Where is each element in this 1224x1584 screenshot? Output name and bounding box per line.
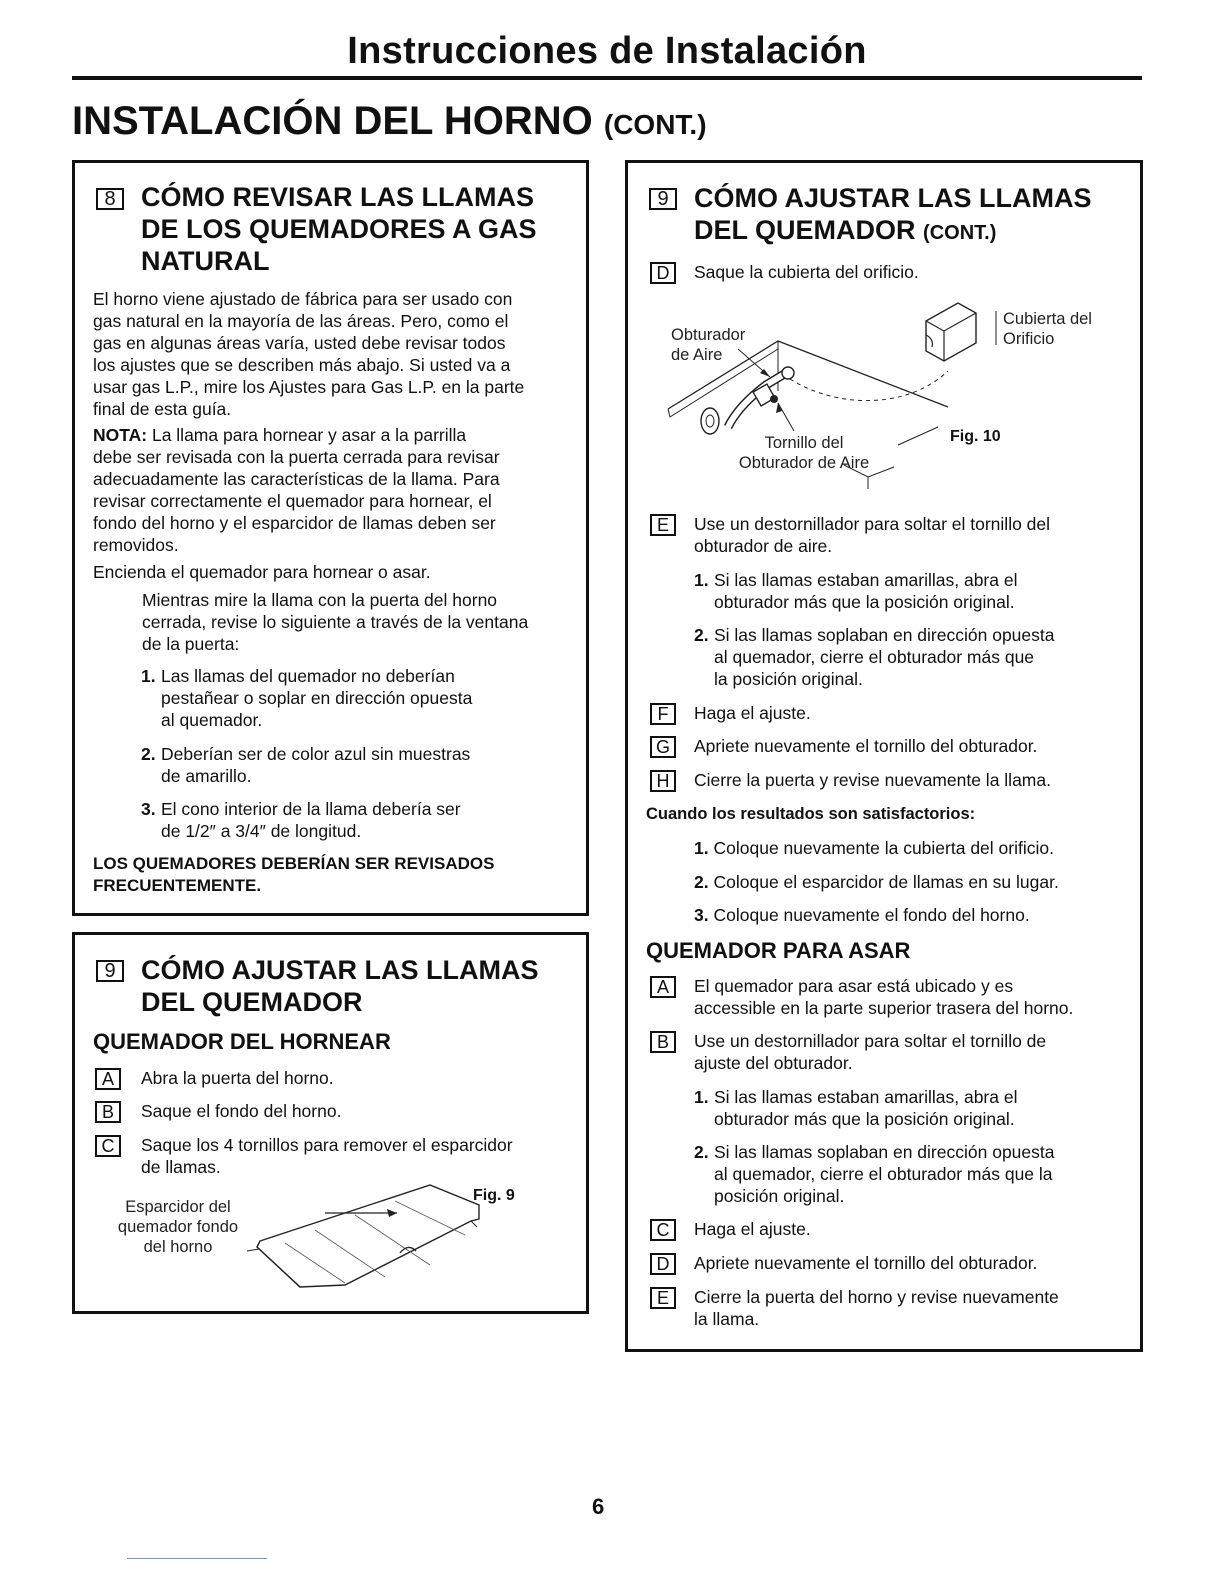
text-line: FRECUENTEMENTE.: [93, 876, 262, 895]
text-line: adecuadamente las características de la llama. Para: [93, 469, 500, 489]
text-line: Cierre la puerta del horno y revise nuevamente: [694, 1287, 1059, 1307]
text-line: de amarillo.: [161, 766, 252, 786]
step-g-text: Apriete nuevamente el tornillo del obturador.: [694, 736, 1038, 756]
step-8-nota: [93, 424, 500, 556]
broil-item-2: [694, 1141, 1114, 1207]
text-line: al quemador, cierre el obturador más que: [714, 647, 1035, 667]
text-line: obturador más que la posición original.: [714, 592, 1015, 612]
text-line: removidos.: [93, 535, 179, 555]
fig-10-label: Fig. 10: [950, 428, 1001, 445]
text-line: gas natural en la mayoría de las áreas. Pero, como el: [93, 311, 509, 331]
step-f-key: F: [650, 703, 676, 725]
text-line: Las llamas del quemador no deberían: [161, 666, 455, 686]
step-8-warning: [93, 853, 494, 897]
text-line: Tornillo del: [764, 434, 844, 452]
text-line: Saque los 4 tornillos para remover el esparcidor: [141, 1135, 513, 1155]
step-8-title: [141, 181, 537, 277]
broil-key-d: D: [650, 1253, 676, 1275]
text-line: debe ser revisada con la puerta cerrada para revisar: [93, 447, 500, 467]
step-9-key-a: A: [95, 1068, 121, 1090]
section-title-text: INSTALACIÓN DEL HORNO: [72, 99, 593, 143]
text-line: de la puerta:: [142, 634, 240, 654]
step-e-key: E: [650, 514, 676, 536]
text-line: LOS QUEMADORES DEBERÍAN SER REVISADOS: [93, 854, 495, 873]
text-line: Coloque el esparcidor de llamas en su lugar.: [713, 872, 1059, 892]
text-line: al quemador.: [161, 710, 263, 730]
item-number: 1.: [694, 1087, 709, 1107]
text-line: la llama.: [694, 1309, 760, 1329]
text-line: los ajustes que se describen más abajo. Si usted va a: [93, 355, 511, 375]
step-9-cont-suffix: (CONT.): [923, 222, 997, 244]
step-9-number: 9: [96, 960, 124, 982]
text-line: Orificio: [1003, 330, 1055, 348]
text-line: El quemador para asar está ubicado y es: [694, 976, 1014, 996]
item-number: 2.: [141, 744, 156, 764]
step-d-key: D: [650, 262, 676, 284]
step-8-title-line: NATURAL: [141, 246, 270, 276]
step-f-text: Haga el ajuste.: [694, 703, 811, 723]
step-e-text: [694, 513, 1050, 557]
section-title: [72, 96, 707, 150]
text-line: Obturador: [671, 326, 746, 344]
satisfactory-heading: Cuando los resultados son satisfactorios:: [646, 805, 976, 823]
text-line: Si las llamas soplaban en dirección opuesta: [714, 1142, 1055, 1162]
text-line: al quemador, cierre el obturador más que la: [714, 1164, 1053, 1184]
final-item-3: [694, 904, 1030, 926]
step-d-text: Saque la cubierta del orificio.: [694, 262, 919, 282]
header-rule: [72, 76, 1142, 80]
step-h-key: H: [650, 770, 676, 792]
broil-key-e: E: [650, 1287, 676, 1309]
text-line: cerrada, revise lo siguiente a través de la ventana: [142, 612, 529, 632]
step-9-key-c: C: [95, 1135, 121, 1157]
item-number: 1.: [694, 838, 709, 858]
step-9-cont-title-line: DEL QUEMADOR: [694, 215, 916, 245]
text-line: obturador de aire.: [694, 536, 833, 556]
text-line: de Aire: [671, 346, 723, 364]
broil-c-text: Haga el ajuste.: [694, 1219, 811, 1239]
step-9-cont-title: [694, 182, 1092, 249]
text-line: obturador más que la posición original.: [714, 1109, 1015, 1129]
text-line: Deberían ser de color azul sin muestras: [161, 744, 471, 764]
step-8-watch: [142, 589, 528, 655]
step-9-title: [141, 954, 539, 1018]
item-number: 2.: [694, 872, 709, 892]
section-title-cont: (CONT.): [603, 109, 707, 140]
step-8-item-2: [141, 743, 571, 787]
step-8-box: [72, 160, 589, 916]
air-shutter-illustration: [658, 299, 1008, 499]
step-e-item-1: [694, 569, 1114, 613]
text-line: El cono interior de la llama debería ser: [161, 799, 461, 819]
text-line: posición original.: [714, 1186, 845, 1206]
step-9-cont-title-line: CÓMO AJUSTAR LAS LLAMAS: [694, 183, 1092, 213]
flame-spreader-illustration: [225, 1175, 485, 1295]
text-line: Esparcidor del: [125, 1198, 231, 1216]
step-8-title-line: DE LOS QUEMADORES A GAS: [141, 214, 537, 244]
step-9-b-text: Saque el fondo del horno.: [141, 1101, 342, 1121]
text-line: ajuste del obturador.: [694, 1053, 853, 1073]
page-title: Instrucciones de Instalación: [347, 30, 867, 72]
step-8-title-line: CÓMO REVISAR LAS LLAMAS: [141, 182, 535, 212]
item-number: 2.: [694, 625, 709, 645]
broil-burner-title: QUEMADOR PARA ASAR: [646, 938, 911, 963]
broil-b-text: [694, 1030, 1046, 1074]
final-item-2: [694, 871, 1059, 893]
fig-9-label: Fig. 9: [473, 1187, 515, 1204]
broil-a-text: [694, 975, 1073, 1019]
broil-e-text: [694, 1286, 1059, 1330]
bake-burner-subtitle: QUEMADOR DEL HORNEAR: [93, 1029, 391, 1054]
text-line: Use un destornillador para soltar el tornillo de: [694, 1031, 1047, 1051]
text-line: la posición original.: [714, 669, 863, 689]
text-line: usar gas L.P., mire los Ajustes para Gas L.P. en la parte: [93, 377, 525, 397]
page-number: 6: [592, 1494, 605, 1519]
text-line: final de esta guía.: [93, 399, 232, 419]
text-line: Si las llamas estaban amarillas, abra el: [714, 570, 1018, 590]
text-line: Coloque nuevamente el fondo del horno.: [713, 905, 1030, 925]
broil-d-text: Apriete nuevamente el tornillo del obturador.: [694, 1253, 1038, 1273]
broil-key-c: C: [650, 1219, 676, 1241]
step-h-text: Cierre la puerta y revise nuevamente la llama.: [694, 770, 1051, 790]
text-line: El horno viene ajustado de fábrica para ser usado con: [93, 289, 513, 309]
step-9-cont-number: 9: [649, 188, 677, 210]
step-8-intro: [93, 288, 524, 420]
step-9-c-text: [141, 1134, 513, 1178]
page-header: [72, 28, 1142, 74]
text-line: Coloque nuevamente la cubierta del orificio.: [713, 838, 1054, 858]
item-number: 2.: [694, 1142, 709, 1162]
step-9-key-b: B: [95, 1101, 121, 1123]
item-number: 3.: [141, 799, 156, 819]
broil-item-1: [694, 1086, 1114, 1130]
item-number: 1.: [694, 570, 709, 590]
text-line: Si las llamas estaban amarillas, abra el: [714, 1087, 1018, 1107]
text-line: pestañear o soplar en dirección opuesta: [161, 688, 473, 708]
broil-key-a: A: [650, 976, 676, 998]
text-line: de llamas.: [141, 1157, 221, 1177]
text-line: del horno: [143, 1238, 213, 1256]
text-line: quemador fondo: [117, 1218, 239, 1236]
broil-key-b: B: [650, 1031, 676, 1053]
step-8-light: Encienda el quemador para hornear o asar.: [93, 562, 431, 582]
text-line: Mientras mire la llama con la puerta del horno: [142, 590, 498, 610]
item-number: 3.: [694, 905, 709, 925]
text-line: de 1/2″ a 3/4″ de longitud.: [161, 821, 362, 841]
footer-link-underline: [127, 1558, 267, 1559]
step-9-title-line: DEL QUEMADOR: [141, 987, 363, 1017]
text-line: fondo del horno y el esparcidor de llamas deben ser: [93, 513, 496, 533]
step-9-box: [72, 932, 589, 1314]
nota-label: NOTA:: [93, 425, 148, 445]
text-line: accessible en la parte superior trasera del horno.: [694, 998, 1074, 1018]
step-8-number: 8: [96, 188, 124, 210]
item-number: 1.: [141, 666, 156, 686]
text-line: revisar correctamente el quemador para hornear, el: [93, 491, 492, 511]
step-9-title-line: CÓMO AJUSTAR LAS LLAMAS: [141, 955, 539, 985]
text-line: Use un destornillador para soltar el tornillo del: [694, 514, 1051, 534]
step-9-cont-box: [625, 160, 1143, 1352]
text-line: Si las llamas soplaban en dirección opuesta: [714, 625, 1055, 645]
step-9-a-text: Abra la puerta del horno.: [141, 1068, 334, 1088]
step-8-item-1: [141, 665, 571, 731]
final-item-1: [694, 837, 1054, 859]
fig-10-callout-cover: [1003, 309, 1092, 349]
step-8-item-3: [141, 798, 571, 842]
text-line: Cubierta del: [1003, 310, 1092, 328]
step-e-item-2: [694, 624, 1114, 690]
step-g-key: G: [650, 736, 676, 758]
text-line: Obturador de Aire: [738, 454, 870, 472]
text-line: gas en algunas áreas varía, usted debe revisar todos: [93, 333, 506, 353]
text-line: La llama para hornear y asar a la parrilla: [147, 425, 467, 445]
